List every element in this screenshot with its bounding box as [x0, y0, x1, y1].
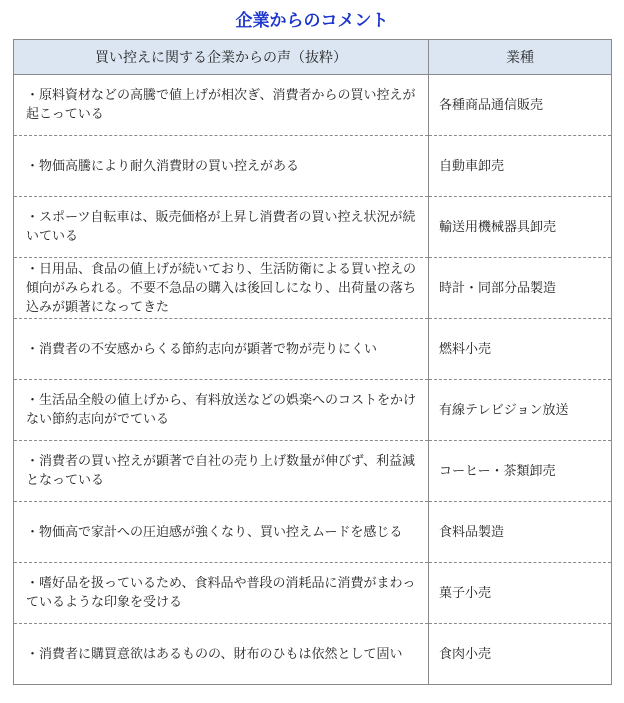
table-row [14, 441, 612, 502]
comment-cell: ・嗜好品を扱っているため、食料品や普段の消耗品に消費がまわっているような印象を受ける [14, 563, 429, 624]
table-row [14, 563, 612, 624]
comment-cell: ・消費者に購買意欲はあるものの、財布のひもは依然として固い [14, 624, 429, 685]
page-title: 企業からのコメント [235, 11, 389, 31]
header-industry: 業種 [429, 40, 612, 75]
table-row [14, 624, 612, 685]
industry-cell: 食肉小売 [429, 624, 612, 685]
table-row [14, 75, 612, 136]
comment-cell: ・スポーツ自転車は、販売価格が上昇し消費者の買い控え状況が続いている [14, 197, 429, 258]
industry-cell: コーヒー・茶類卸売 [429, 441, 612, 502]
comment-cell: ・消費者の買い控えが顕著で自社の売り上げ数量が伸びず、利益減となっている [14, 441, 429, 502]
table-row [14, 502, 612, 563]
table-row [14, 136, 612, 197]
industry-cell: 自動車卸売 [429, 136, 612, 197]
table-header-row [14, 40, 612, 75]
comment-cell: ・物価高で家計への圧迫感が強くなり、買い控えムードを感じる [14, 502, 429, 563]
table-row [14, 380, 612, 441]
header-comment: 買い控えに関する企業からの声（抜粋） [14, 40, 429, 75]
comment-cell: ・原料資材などの高騰で値上げが相次ぎ、消費者からの買い控えが起こっている [14, 75, 429, 136]
comments-table [13, 39, 612, 685]
comment-cell: ・消費者の不安感からくる節約志向が顕著で物が売りにくい [14, 319, 429, 380]
comment-cell: ・日用品、食品の値上げが続いており、生活防衛による買い控えの傾向がみられる。不要不急品の購入は後回しになり、出荷量の落ち込みが顕著になってきた [14, 258, 429, 319]
industry-cell: 各種商品通信販売 [429, 75, 612, 136]
industry-cell: 時計・同部分品製造 [429, 258, 612, 319]
industry-cell: 輸送用機械器具卸売 [429, 197, 612, 258]
table-row [14, 319, 612, 380]
table-row [14, 197, 612, 258]
industry-cell: 有線テレビジョン放送 [429, 380, 612, 441]
industry-cell: 菓子小売 [429, 563, 612, 624]
comment-cell: ・生活品全般の値上げから、有料放送などの娯楽へのコストをかけない節約志向がでている [14, 380, 429, 441]
comment-cell: ・物価高騰により耐久消費財の買い控えがある [14, 136, 429, 197]
industry-cell: 食料品製造 [429, 502, 612, 563]
table-row [14, 258, 612, 319]
industry-cell: 燃料小売 [429, 319, 612, 380]
